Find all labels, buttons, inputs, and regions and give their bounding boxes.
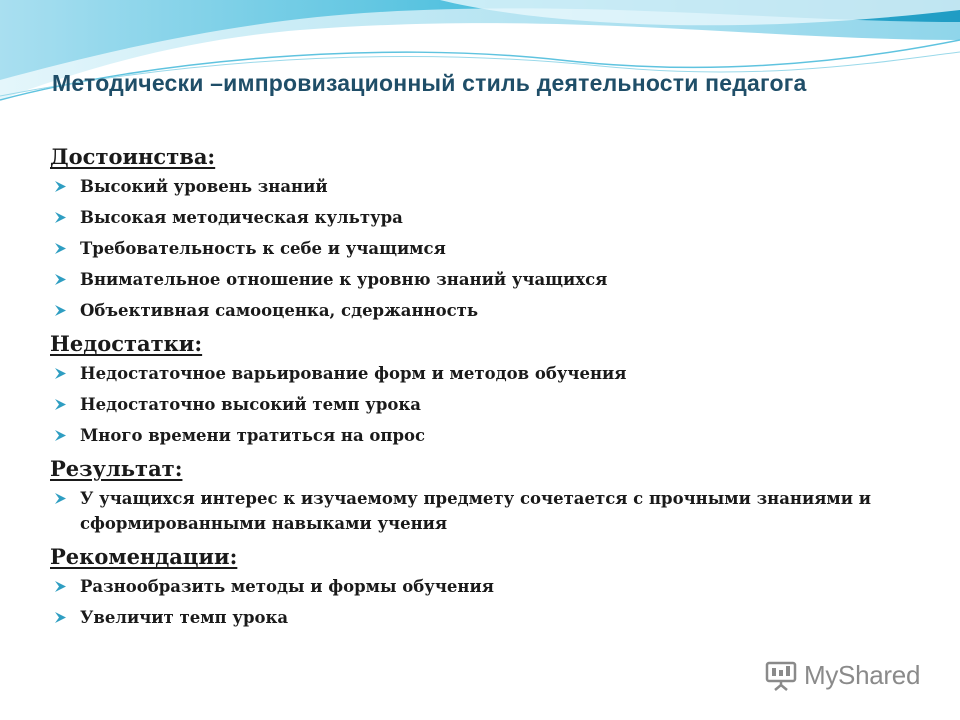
arrow-bullet-icon [54, 273, 67, 286]
list-item: Высокий уровень знаний [50, 174, 930, 199]
section-result [50, 454, 930, 536]
section-heading: Недостатки: [50, 331, 203, 356]
list-item: Увеличит темп урока [50, 605, 930, 630]
item-list [50, 174, 930, 323]
arrow-bullet-icon [54, 611, 67, 624]
list-item: Внимательное отношение к уровню знаний учащихся [50, 267, 930, 292]
list-item: Недостаточно высокий темп урока [50, 392, 930, 417]
arrow-bullet-icon [54, 429, 67, 442]
list-item: Высокая методическая культура [50, 205, 930, 230]
section-recommendations [50, 542, 930, 630]
section-disadvantages [50, 329, 930, 448]
section-heading: Рекомендации: [50, 544, 238, 569]
header-wave-decoration [0, 0, 960, 120]
item-list [50, 574, 930, 630]
section-heading: Достоинства: [50, 144, 216, 169]
list-item: Разнообразить методы и формы обучения [50, 574, 930, 599]
arrow-bullet-icon [54, 367, 67, 380]
arrow-bullet-icon [54, 492, 67, 505]
section-heading: Результат: [50, 456, 183, 481]
list-item: Требовательность к себе и учащимся [50, 236, 930, 261]
arrow-bullet-icon [54, 580, 67, 593]
slide-content [50, 142, 930, 636]
presentation-board-icon [764, 660, 798, 692]
list-item: Много времени тратиться на опрос [50, 423, 930, 448]
item-list [50, 361, 930, 448]
section-advantages [50, 142, 930, 323]
list-item: Объективная самооценка, сдержанность [50, 298, 930, 323]
item-list [50, 486, 930, 536]
arrow-bullet-icon [54, 398, 67, 411]
slide-title: Методически –импровизационный стиль деятельности педагога [52, 70, 807, 96]
arrow-bullet-icon [54, 242, 67, 255]
watermark-logo [764, 658, 924, 692]
arrow-bullet-icon [54, 180, 67, 193]
arrow-bullet-icon [54, 304, 67, 317]
watermark-text: MyShared [804, 660, 921, 690]
arrow-bullet-icon [54, 211, 67, 224]
list-item: У учащихся интерес к изучаемому предмету сочетается с прочными знаниями и сформированными навыками учения [50, 486, 930, 536]
list-item: Недостаточное варьирование форм и методов обучения [50, 361, 930, 386]
